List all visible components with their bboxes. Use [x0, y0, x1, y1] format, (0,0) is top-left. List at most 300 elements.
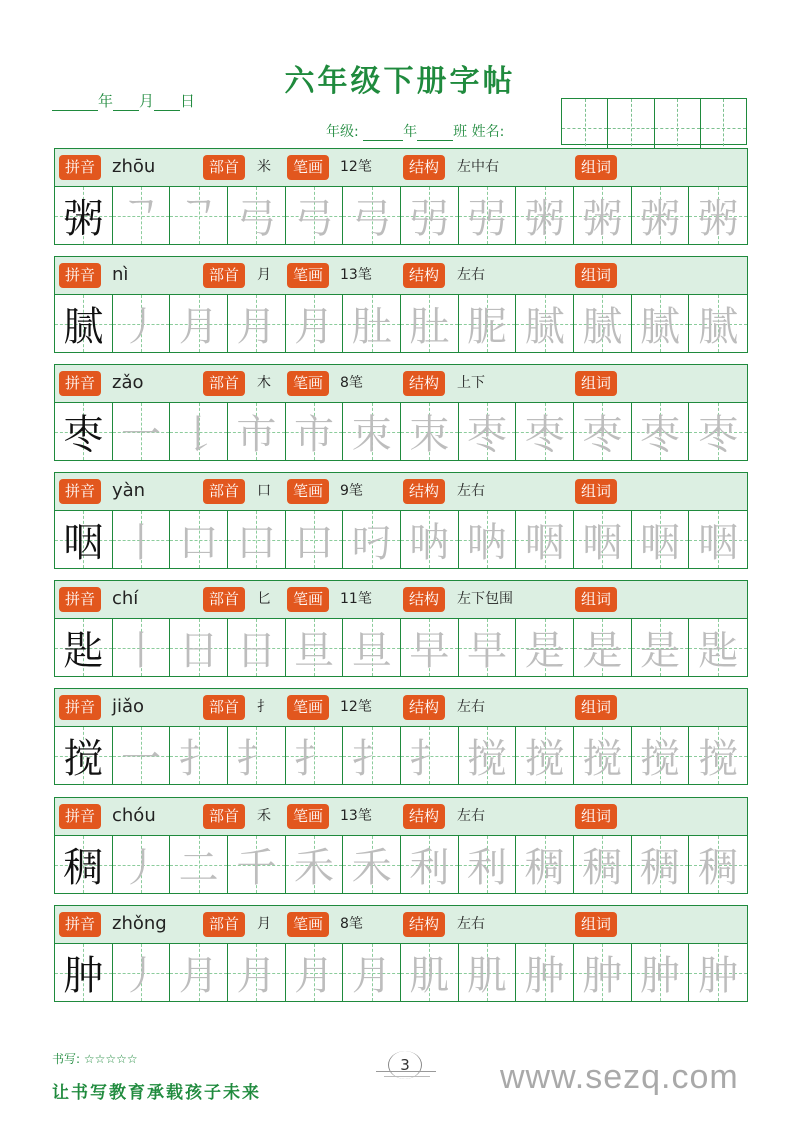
- student-info-line: [326, 121, 504, 141]
- trace-character: 弓: [236, 196, 277, 242]
- model-character-cell: [55, 295, 113, 352]
- rating-label: 书写: ☆☆☆☆☆: [52, 1052, 138, 1066]
- trace-cell[interactable]: [632, 295, 690, 352]
- trace-cell[interactable]: [286, 295, 344, 352]
- trace-cell[interactable]: [689, 511, 747, 568]
- trace-character: 市: [294, 412, 335, 458]
- trace-cell[interactable]: [689, 619, 747, 676]
- date-line: [52, 90, 195, 111]
- trace-cell[interactable]: [113, 511, 171, 568]
- trace-cell[interactable]: [286, 187, 344, 244]
- trace-cell[interactable]: [343, 295, 401, 352]
- trace-cell[interactable]: [632, 727, 690, 784]
- trace-cell[interactable]: [343, 836, 401, 893]
- trace-cell[interactable]: [516, 836, 574, 893]
- trace-cell[interactable]: [228, 944, 286, 1001]
- trace-character: 咽: [582, 520, 623, 566]
- ban-label: 班: [453, 124, 468, 140]
- model-character: 肿: [63, 953, 104, 999]
- trace-character: 粥: [698, 196, 739, 242]
- pinyin-tag: 拼音: [59, 587, 101, 612]
- trace-character: 是: [524, 628, 565, 674]
- trace-cell[interactable]: [574, 511, 632, 568]
- strokes-tag: 笔画: [287, 155, 329, 180]
- trace-character: 日: [178, 628, 219, 674]
- trace-character: 一: [121, 412, 161, 458]
- model-character: 稠: [63, 845, 104, 891]
- trace-cell[interactable]: [170, 836, 228, 893]
- character-row: [54, 580, 748, 677]
- trace-character: 稠: [582, 845, 623, 891]
- character-row: [54, 472, 748, 569]
- trace-character: 肚: [351, 304, 392, 350]
- writing-cells: [55, 187, 747, 244]
- writing-cells: [55, 944, 747, 1001]
- trace-cell[interactable]: [113, 619, 171, 676]
- radical-value: 月: [257, 267, 271, 283]
- trace-cell[interactable]: [113, 403, 171, 460]
- structure-value: 左右: [457, 483, 485, 499]
- trace-cell[interactable]: [170, 944, 228, 1001]
- trace-character: 腻: [640, 304, 681, 350]
- trace-cell[interactable]: [459, 187, 517, 244]
- pinyin-tag: 拼音: [59, 371, 101, 396]
- day-blank[interactable]: [154, 95, 180, 111]
- trace-character: 咽: [640, 520, 681, 566]
- radical-tag: 部首: [203, 371, 245, 396]
- month-blank[interactable]: [113, 95, 139, 111]
- writing-cells: [55, 511, 747, 568]
- trace-character: 月: [236, 304, 277, 350]
- radical-value: 口: [257, 483, 271, 499]
- trace-cell[interactable]: [343, 944, 401, 1001]
- character-info-bar: [55, 906, 747, 944]
- page-title: 六年级下册字帖: [284, 64, 516, 99]
- trace-cell[interactable]: [401, 944, 459, 1001]
- trace-character: 稠: [524, 845, 565, 891]
- character-row: [54, 688, 748, 785]
- radical-value: 米: [257, 159, 271, 175]
- trace-cell[interactable]: [574, 187, 632, 244]
- trace-cell[interactable]: [689, 187, 747, 244]
- radical-tag: 部首: [203, 912, 245, 937]
- trace-character: 月: [178, 304, 219, 350]
- trace-cell[interactable]: [516, 619, 574, 676]
- trace-character: 丿: [121, 953, 161, 999]
- radical-value: 月: [257, 916, 271, 932]
- trace-cell[interactable]: [574, 403, 632, 460]
- trace-character: 稠: [698, 845, 739, 891]
- trace-character: 扌: [409, 736, 450, 782]
- trace-cell[interactable]: [228, 727, 286, 784]
- strokes-tag: 笔画: [287, 912, 329, 937]
- trace-cell[interactable]: [343, 511, 401, 568]
- trace-character: 旦: [351, 628, 392, 674]
- trace-character: 是: [582, 628, 623, 674]
- trace-character: 弜: [467, 196, 508, 242]
- trace-character: 朿: [351, 412, 392, 458]
- trace-character: 扌: [178, 736, 219, 782]
- model-character-cell: [55, 187, 113, 244]
- trace-cell[interactable]: [459, 403, 517, 460]
- trace-character: 月: [236, 953, 277, 999]
- slogan: 让书写教育承载孩子未来: [52, 1083, 261, 1103]
- trace-cell[interactable]: [516, 403, 574, 460]
- words-tag: 组词: [575, 912, 617, 937]
- trace-character: 咽: [524, 520, 565, 566]
- trace-character: 肌: [467, 953, 508, 999]
- trace-character: 搅: [698, 736, 739, 782]
- model-character-cell: [55, 403, 113, 460]
- trace-cell[interactable]: [228, 511, 286, 568]
- model-character-cell: [55, 836, 113, 893]
- character-info-bar: [55, 365, 747, 403]
- trace-character: 枣: [582, 412, 623, 458]
- trace-cell[interactable]: [574, 727, 632, 784]
- words-tag: 组词: [575, 804, 617, 829]
- name-writing-grid[interactable]: [561, 98, 747, 145]
- trace-character: 扌: [294, 736, 335, 782]
- pinyin-value: yàn: [112, 480, 146, 501]
- strokes-tag: 笔画: [287, 695, 329, 720]
- trace-character: 肿: [640, 953, 681, 999]
- trace-character: 粥: [640, 196, 681, 242]
- words-tag: 组词: [575, 695, 617, 720]
- trace-cell[interactable]: [574, 295, 632, 352]
- trace-character: 搅: [467, 736, 508, 782]
- trace-cell[interactable]: [228, 619, 286, 676]
- trace-character: 腻: [582, 304, 623, 350]
- structure-value: 上下: [457, 375, 485, 391]
- trace-cell[interactable]: [228, 187, 286, 244]
- trace-character: 丨: [121, 628, 161, 674]
- pinyin-tag: 拼音: [59, 804, 101, 829]
- trace-character: 匙: [698, 628, 739, 674]
- pinyin-value: jiǎo: [112, 696, 145, 717]
- strokes-value: 12笔: [340, 699, 372, 715]
- trace-character: 胒: [467, 304, 508, 350]
- trace-cell[interactable]: [401, 187, 459, 244]
- trace-cell[interactable]: [459, 295, 517, 352]
- grade-blank[interactable]: [363, 126, 403, 141]
- pinyin-value: zhōu: [112, 156, 156, 177]
- trace-character: 枣: [467, 412, 508, 458]
- trace-cell[interactable]: [170, 187, 228, 244]
- trace-cell[interactable]: [170, 727, 228, 784]
- model-character: 搅: [63, 736, 104, 782]
- trace-character: 弜: [409, 196, 450, 242]
- trace-cell[interactable]: [516, 944, 574, 1001]
- trace-cell[interactable]: [286, 944, 344, 1001]
- strokes-tag: 笔画: [287, 263, 329, 288]
- trace-cell[interactable]: [574, 619, 632, 676]
- trace-character: 日: [236, 628, 277, 674]
- trace-cell[interactable]: [689, 295, 747, 352]
- trace-character: 腻: [524, 304, 565, 350]
- trace-cell[interactable]: [574, 944, 632, 1001]
- trace-character: 呐: [467, 520, 508, 566]
- radical-tag: 部首: [203, 695, 245, 720]
- trace-cell[interactable]: [689, 836, 747, 893]
- structure-value: 左右: [457, 916, 485, 932]
- trace-character: ᄀ: [179, 196, 218, 242]
- trace-character: 扌: [236, 736, 277, 782]
- trace-cell[interactable]: [459, 727, 517, 784]
- pinyin-value: zhǒng: [112, 913, 167, 934]
- trace-cell[interactable]: [459, 944, 517, 1001]
- structure-tag: 结构: [403, 695, 445, 720]
- trace-cell[interactable]: [459, 619, 517, 676]
- pinyin-value: chí: [112, 588, 139, 609]
- trace-cell[interactable]: [228, 403, 286, 460]
- words-tag: 组词: [575, 479, 617, 504]
- character-info-bar: [55, 581, 747, 619]
- pinyin-tag: 拼音: [59, 695, 101, 720]
- trace-character: ᄀ: [121, 196, 161, 242]
- trace-cell[interactable]: [632, 944, 690, 1001]
- trace-character: 丨: [121, 520, 161, 566]
- structure-value: 左右: [457, 267, 485, 283]
- trace-character: 是: [640, 628, 681, 674]
- trace-cell[interactable]: [401, 295, 459, 352]
- trace-cell[interactable]: [343, 727, 401, 784]
- trace-character: 呐: [409, 520, 450, 566]
- trace-cell[interactable]: [170, 295, 228, 352]
- radical-tag: 部首: [203, 804, 245, 829]
- trace-character: 旦: [294, 628, 335, 674]
- trace-character: 粥: [524, 196, 565, 242]
- trace-cell[interactable]: [113, 295, 171, 352]
- model-character: 枣: [63, 412, 104, 458]
- trace-cell[interactable]: [632, 403, 690, 460]
- trace-character: 月: [294, 304, 335, 350]
- trace-character: 二: [178, 845, 219, 891]
- strokes-value: 13笔: [340, 808, 372, 824]
- structure-value: 左右: [457, 808, 485, 824]
- words-tag: 组词: [575, 263, 617, 288]
- strokes-value: 9笔: [340, 483, 363, 499]
- trace-cell[interactable]: [632, 187, 690, 244]
- trace-character: 肿: [698, 953, 739, 999]
- words-tag: 组词: [575, 587, 617, 612]
- trace-cell[interactable]: [401, 836, 459, 893]
- pinyin-value: zǎo: [112, 372, 144, 393]
- trace-cell[interactable]: [286, 619, 344, 676]
- trace-cell[interactable]: [343, 403, 401, 460]
- trace-character: 月: [294, 953, 335, 999]
- character-info-bar: [55, 257, 747, 295]
- character-row: [54, 256, 748, 353]
- radical-tag: 部首: [203, 587, 245, 612]
- writing-cells: [55, 403, 747, 460]
- pinyin-tag: 拼音: [59, 912, 101, 937]
- writing-cells: [55, 295, 747, 352]
- trace-cell[interactable]: [459, 511, 517, 568]
- page-number-decoration: [384, 1076, 430, 1077]
- trace-cell[interactable]: [343, 619, 401, 676]
- character-info-bar: [55, 473, 747, 511]
- strokes-value: 8笔: [340, 375, 363, 391]
- trace-character: 千: [236, 845, 277, 891]
- trace-cell[interactable]: [459, 836, 517, 893]
- model-character: 匙: [63, 628, 104, 674]
- trace-character: 肌: [409, 953, 450, 999]
- model-character-cell: [55, 944, 113, 1001]
- trace-cell[interactable]: [689, 944, 747, 1001]
- character-row: [54, 148, 748, 245]
- trace-character: 稠: [640, 845, 681, 891]
- strokes-value: 13笔: [340, 267, 372, 283]
- structure-tag: 结构: [403, 912, 445, 937]
- watermark: www.sezq.com: [500, 1058, 739, 1096]
- trace-character: 搅: [640, 736, 681, 782]
- writing-cells: [55, 836, 747, 893]
- words-tag: 组词: [575, 371, 617, 396]
- words-tag: 组词: [575, 155, 617, 180]
- trace-character: 口: [236, 520, 277, 566]
- pinyin-value: nì: [112, 264, 129, 285]
- trace-character: 枣: [524, 412, 565, 458]
- character-info-bar: [55, 149, 747, 187]
- strokes-tag: 笔画: [287, 479, 329, 504]
- month-label: 月: [139, 92, 155, 110]
- trace-cell[interactable]: [286, 836, 344, 893]
- structure-tag: 结构: [403, 371, 445, 396]
- trace-cell[interactable]: [343, 187, 401, 244]
- page-number: 3: [388, 1051, 422, 1079]
- trace-cell[interactable]: [689, 403, 747, 460]
- page-number-decoration: [376, 1071, 436, 1072]
- trace-character: 禾: [294, 845, 335, 891]
- character-row: [54, 364, 748, 461]
- trace-cell[interactable]: [286, 403, 344, 460]
- radical-tag: 部首: [203, 479, 245, 504]
- year-label: 年: [98, 92, 114, 110]
- trace-cell[interactable]: [286, 511, 344, 568]
- model-character-cell: [55, 511, 113, 568]
- character-row: [54, 905, 748, 1002]
- trace-character: 口: [178, 520, 219, 566]
- trace-cell[interactable]: [632, 619, 690, 676]
- nian-label: 年: [403, 124, 418, 140]
- trace-cell[interactable]: [516, 295, 574, 352]
- strokes-value: 11笔: [340, 591, 372, 607]
- trace-character: 肿: [582, 953, 623, 999]
- structure-tag: 结构: [403, 479, 445, 504]
- trace-character: 口: [294, 520, 335, 566]
- trace-cell[interactable]: [632, 836, 690, 893]
- strokes-value: 8笔: [340, 916, 363, 932]
- trace-cell[interactable]: [170, 511, 228, 568]
- structure-value: 左下包围: [457, 591, 513, 607]
- radical-tag: 部首: [203, 155, 245, 180]
- pinyin-tag: 拼音: [59, 155, 101, 180]
- trace-character: 弓: [351, 196, 392, 242]
- trace-character: 弓: [294, 196, 335, 242]
- trace-character: 朿: [409, 412, 450, 458]
- trace-cell[interactable]: [286, 727, 344, 784]
- trace-cell[interactable]: [228, 295, 286, 352]
- trace-cell[interactable]: [516, 511, 574, 568]
- trace-character: 丿: [121, 845, 161, 891]
- trace-character: 扌: [351, 736, 392, 782]
- model-character: 腻: [63, 304, 104, 350]
- trace-character: 肚: [409, 304, 450, 350]
- trace-character: 丿: [121, 304, 161, 350]
- trace-cell[interactable]: [113, 187, 171, 244]
- character-info-bar: [55, 689, 747, 727]
- strokes-tag: 笔画: [287, 804, 329, 829]
- trace-cell[interactable]: [516, 727, 574, 784]
- trace-cell[interactable]: [113, 944, 171, 1001]
- name-label: 姓名:: [471, 124, 505, 140]
- structure-tag: 结构: [403, 804, 445, 829]
- trace-cell[interactable]: [689, 727, 747, 784]
- model-character: 粥: [63, 196, 104, 242]
- year-blank[interactable]: [52, 95, 98, 111]
- structure-tag: 结构: [403, 587, 445, 612]
- pinyin-value: chóu: [112, 805, 156, 826]
- writing-cells: [55, 619, 747, 676]
- character-row: [54, 797, 748, 894]
- trace-cell[interactable]: [516, 187, 574, 244]
- structure-tag: 结构: [403, 263, 445, 288]
- trace-cell[interactable]: [113, 727, 171, 784]
- grade-label: 年级:: [326, 124, 359, 140]
- strokes-value: 12笔: [340, 159, 372, 175]
- class-blank[interactable]: [417, 126, 453, 141]
- trace-cell[interactable]: [401, 511, 459, 568]
- trace-character: 肿: [524, 953, 565, 999]
- trace-cell[interactable]: [170, 619, 228, 676]
- structure-value: 左中右: [457, 159, 499, 175]
- model-character-cell: [55, 619, 113, 676]
- trace-character: 枣: [698, 412, 739, 458]
- strokes-tag: 笔画: [287, 371, 329, 396]
- character-info-bar: [55, 798, 747, 836]
- trace-character: 𠄌: [178, 412, 219, 458]
- trace-cell[interactable]: [113, 836, 171, 893]
- trace-character: 一: [121, 736, 161, 782]
- trace-cell[interactable]: [401, 727, 459, 784]
- trace-cell[interactable]: [401, 619, 459, 676]
- trace-character: 枣: [640, 412, 681, 458]
- pinyin-tag: 拼音: [59, 263, 101, 288]
- trace-character: 利: [467, 845, 508, 891]
- structure-value: 左右: [457, 699, 485, 715]
- trace-cell[interactable]: [228, 836, 286, 893]
- trace-cell[interactable]: [170, 403, 228, 460]
- trace-character: 粥: [582, 196, 623, 242]
- trace-character: 搅: [582, 736, 623, 782]
- pinyin-tag: 拼音: [59, 479, 101, 504]
- trace-cell[interactable]: [401, 403, 459, 460]
- model-character: 咽: [63, 520, 104, 566]
- trace-character: 利: [409, 845, 450, 891]
- trace-character: 市: [236, 412, 277, 458]
- day-label: 日: [180, 92, 196, 110]
- trace-character: 月: [178, 953, 219, 999]
- trace-cell[interactable]: [574, 836, 632, 893]
- trace-cell[interactable]: [632, 511, 690, 568]
- strokes-tag: 笔画: [287, 587, 329, 612]
- trace-character: 咽: [698, 520, 739, 566]
- radical-value: 扌: [257, 699, 271, 715]
- trace-character: 月: [351, 953, 392, 999]
- model-character-cell: [55, 727, 113, 784]
- radical-tag: 部首: [203, 263, 245, 288]
- radical-value: 木: [257, 375, 271, 391]
